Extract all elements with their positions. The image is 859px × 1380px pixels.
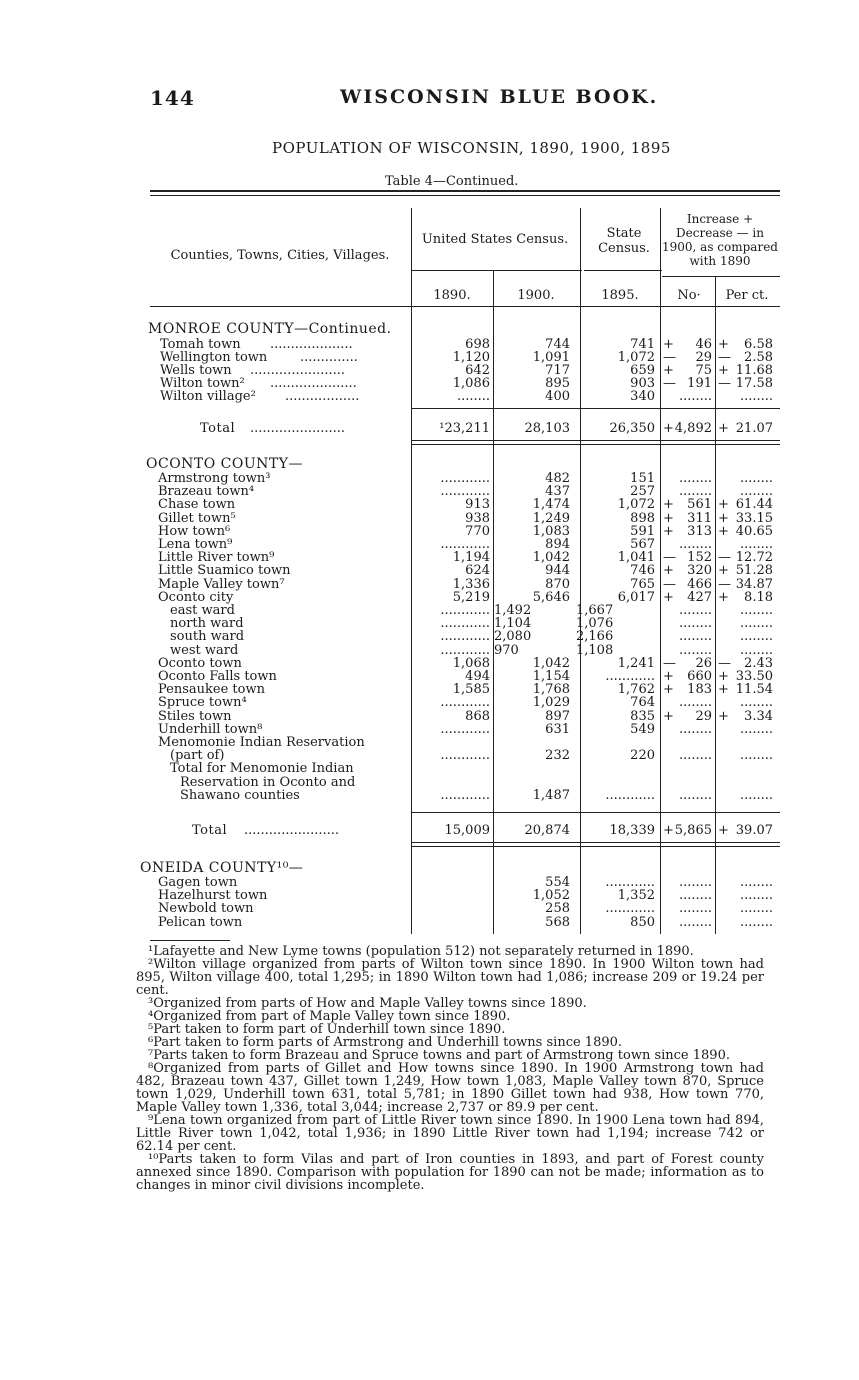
table-row: How town⁶ 770 1,083 591 + 313 + 40.65 xyxy=(158,523,773,539)
header-us-census: United States Census. xyxy=(421,232,569,247)
table-row: Underhill town⁸ ............ 631 549 ........ ........ xyxy=(158,721,773,737)
section-heading-oneida: ONEIDA COUNTY¹⁰— xyxy=(140,860,304,876)
footnote: ⁹Lena town organized from part of Little River town since 1890. In 1900 Lena town had 894, Little River town 1,042, total 1,936; in 1890 Little River town had 1,194; increase 742 or 62.14 per cent. xyxy=(136,1113,764,1154)
footnotes xyxy=(136,945,764,1192)
header-pct: Per ct. xyxy=(725,288,769,303)
table-row: Little Suamico town 624 944 746 + 320 + 51.28 xyxy=(158,563,773,579)
footnote: ⁷Parts taken to form Brazeau and Spruce towns and part of Armstrong town since 1890. xyxy=(148,1048,730,1063)
total-rule xyxy=(411,842,780,843)
header-col-label: Counties, Towns, Cities, Villages. xyxy=(170,248,390,263)
footnote: ⁴Organized from part of Maple Valley town since 1890. xyxy=(148,1009,511,1024)
header-1900: 1900. xyxy=(517,288,555,303)
table-row: (part of) ............ 232 220 ........ ........ xyxy=(170,748,773,764)
subtotal-rule xyxy=(411,408,780,409)
table-row: Gillet town⁵ 938 1,249 898 + 311 + 33.15 xyxy=(158,510,773,526)
footnote: ⁵Part taken to form part of Underhill town since 1890. xyxy=(148,1022,506,1037)
table-row: Spruce town⁴ ............ 1,029 764 ........ ........ xyxy=(158,695,773,711)
table-subtitle: Table 4—Continued. xyxy=(385,174,519,189)
footnote: ¹⁰Parts taken to form Vilas and part of Iron counties in 1893, and part of Forest county annexed since 1890. Comparison with population for 1890 can not be made; information as to changes in minor civil divisions incomplete. xyxy=(136,1152,764,1193)
table-row: Wellington town .............. 1,120 1,091 1,072 — 29 — 2.58 xyxy=(160,350,773,365)
table-row: south ward ............ 2,080 2,166 ........ ........ xyxy=(170,629,773,645)
top-rule-thin xyxy=(150,195,780,196)
header-rule-change xyxy=(662,276,780,277)
table-row: Chase town 913 1,474 1,072 + 561 + 61.44 xyxy=(158,497,773,513)
footnote: ⁸Organized from parts of Gillet and How towns since 1890. In 1900 Armstrong town had 482, Brazeau town 437, Gillet town 1,249, How town 1,083, Maple Valley town 870, Spruce town 1,029, Underhill town 631, total 5,781; in 1890 Gillet town had 938, How town 770, Maple Valley town 1,336, total 3,044; increase 2,737 or 89.9 per cent. xyxy=(136,1061,764,1115)
header-1890: 1890. xyxy=(433,288,471,303)
table-row: Oconto Falls town 494 1,154 ............ + 660 + 33.50 xyxy=(158,669,773,684)
header-no: No· xyxy=(677,288,701,303)
total-rule-2 xyxy=(411,444,780,445)
header-rule-us xyxy=(412,270,582,271)
table-row: Tomah town .................... 698 744 741 + 46 + 6.58 xyxy=(160,337,773,352)
footnote: ⁶Part taken to form parts of Armstrong and Underhill towns since 1890. xyxy=(148,1035,623,1050)
total-rule xyxy=(411,440,780,441)
table-row: Armstrong town³ ............ 482 151 ........ ........ xyxy=(158,471,773,486)
table-row: Pelican town 568 850 ........ ........ xyxy=(158,914,773,930)
top-rule xyxy=(150,190,780,192)
section-heading-monroe: MONROE COUNTY—Continued. xyxy=(148,321,392,337)
table-title: POPULATION OF WISCONSIN, 1890, 1900, 1895 xyxy=(272,139,671,157)
header-change: Increase + Decrease — in 1900, as compared with 1890 xyxy=(662,212,778,268)
table-row: Lena town⁹ ............ 894 567 ........ ........ xyxy=(158,537,773,552)
table-row: Total for Menomonie Indian xyxy=(170,761,354,777)
table-row: Reservation in Oconto and xyxy=(180,774,356,790)
table-row: west ward ............ 970 1,108 ........ ........ xyxy=(170,642,773,658)
footnote: ¹Lafayette and New Lyme towns (population 512) not separately returned in 1890. xyxy=(148,944,694,959)
table-row: Little River town⁹ 1,194 1,042 1,041 — 152 — 12.72 xyxy=(158,550,773,566)
table-row: Brazeau town⁴ ............ 437 257 ........ ........ xyxy=(158,484,773,500)
table-row: Wilton village² .................. ........ 400 340 ........ ........ xyxy=(160,389,773,404)
table-row: Menomonie Indian Reservation xyxy=(158,735,365,750)
table-row: Wilton town² ..................... 1,086 895 903 — 191 — 17.58 xyxy=(160,376,773,391)
subtotal-rule xyxy=(411,812,780,813)
total-row: Total ....................... ¹23,211 28,103 26,350 + 4,892 + 21.07 xyxy=(200,421,773,436)
table-row: Oconto city 5,219 5,646 6,017 + 427 + 8.18 xyxy=(158,589,773,605)
table-row: east ward ............ 1,492 1,667 ........ ........ xyxy=(170,603,773,618)
footnote-rule xyxy=(150,940,230,941)
table-row: Wells town ....................... 642 717 659 + 75 + 11.68 xyxy=(160,363,773,378)
table-row: Hazelhurst town 1,052 1,352 ........ ........ xyxy=(158,888,773,904)
table-row: Pensaukee town 1,585 1,768 1,762 + 183 + 11.54 xyxy=(158,682,773,698)
header-state-census: State Census. xyxy=(598,226,650,256)
total-row: Total ....................... 15,009 20,874 18,339 + 5,865 + 39.07 xyxy=(192,823,773,838)
table-row: Oconto town 1,068 1,042 1,241 — 26 — 2.43 xyxy=(158,655,773,671)
table-row: Stiles town 868 897 835 + 29 + 3.34 xyxy=(158,708,773,724)
page-number: 144 xyxy=(150,86,195,110)
header-1895: 1895. xyxy=(601,288,639,303)
footnote: ³Organized from parts of How and Maple Valley towns since 1890. xyxy=(148,996,587,1011)
section-heading-oconto: OCONTO COUNTY— xyxy=(146,456,304,472)
table-row: Newbold town 258 ............ ........ ........ xyxy=(158,901,773,917)
running-head: WISCONSIN BLUE BOOK. xyxy=(340,86,659,108)
table-row: Maple Valley town⁷ 1,336 870 765 — 466 — 34.87 xyxy=(158,576,773,592)
total-rule-2 xyxy=(411,846,780,847)
table-row: Shawano counties ............ 1,487 ............ ........ ........ xyxy=(180,787,773,803)
table-row: north ward ............ 1,104 1,076 ........ ........ xyxy=(170,616,773,632)
footnote: ²Wilton village organized from parts of Wilton town since 1890. In 1900 Wilton town had 895, Wilton village 400, total 1,295; in 1890 Wilton town had 1,086; increase 209 or 19.24 per cent. xyxy=(136,957,764,998)
header-rule-state xyxy=(584,270,662,271)
table-row: Gagen town 554 ............ ........ ........ xyxy=(158,875,773,890)
header-bottom-rule xyxy=(150,306,780,307)
